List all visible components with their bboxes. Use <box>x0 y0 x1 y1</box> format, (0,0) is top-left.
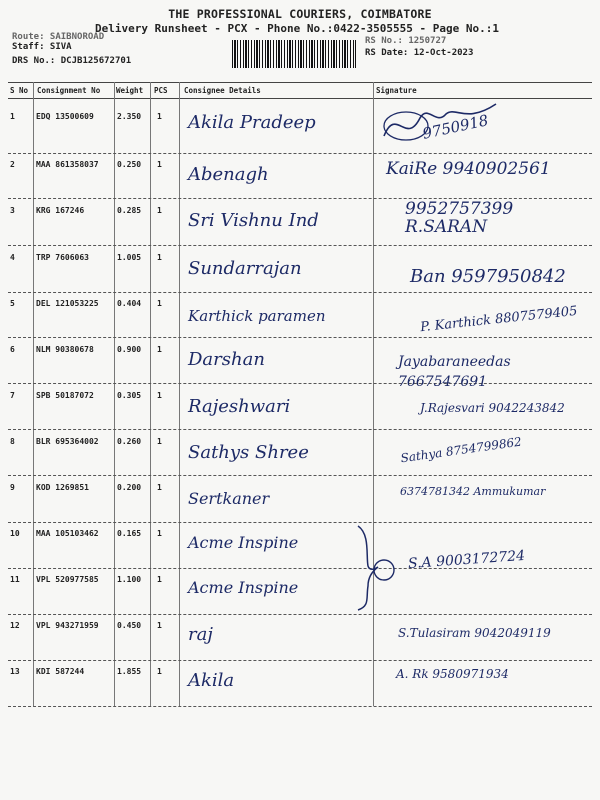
row-sno: 3 <box>10 206 15 215</box>
row-pcs: 1 <box>157 437 162 446</box>
row-signature-handwritten: Jayabaraneedas 7667547691 <box>398 354 511 390</box>
row-consignee-handwritten: Abenagh <box>188 164 269 185</box>
row-pcs: 1 <box>157 483 162 492</box>
row-separator <box>8 568 592 569</box>
row-sno: 6 <box>10 345 15 354</box>
row-separator <box>8 522 592 523</box>
row-weight: 0.404 <box>117 299 142 308</box>
column-divider <box>179 82 180 706</box>
row-consignment: KRG 167246 <box>36 206 85 215</box>
row-weight: 2.350 <box>117 112 142 121</box>
staff-label: Staff: SIVA <box>12 42 72 52</box>
row-consignment: TRP 7606063 <box>36 253 89 262</box>
row-sno: 7 <box>10 391 15 400</box>
row-sno: 13 <box>10 667 20 676</box>
row-consignment: VPL 520977585 <box>36 575 99 584</box>
runsheet-subtitle: Delivery Runsheet - PCX - Phone No.:0422-3505555 - Page No.:1 <box>95 22 499 35</box>
row-signature-handwritten: 6374781342 Ammukumar <box>400 485 546 498</box>
row-weight: 0.305 <box>117 391 142 400</box>
column-divider <box>150 82 151 706</box>
row-separator <box>8 429 592 430</box>
row-pcs: 1 <box>157 112 162 121</box>
column-header-pcs: PCS <box>154 86 168 95</box>
row-signature-handwritten: 9952757399 R.SARAN <box>405 199 514 237</box>
row-pcs: 1 <box>157 345 162 354</box>
row-weight: 0.450 <box>117 621 142 630</box>
row-signature-handwritten: P. Karthick 8807579405 <box>419 303 579 336</box>
column-divider <box>33 82 34 706</box>
barcode-image <box>232 40 356 68</box>
table-top-border <box>8 82 592 83</box>
row-pcs: 1 <box>157 160 162 169</box>
column-header-consignee: Consignee Details <box>184 86 261 95</box>
row-signature-handwritten: J.Rajesvari 9042243842 <box>420 401 565 415</box>
row-sno: 1 <box>10 112 15 121</box>
row-consignment: KOD 1269851 <box>36 483 89 492</box>
row-consignee-handwritten: Akila Pradeep <box>188 112 316 133</box>
row-consignee-handwritten: Sundarrajan <box>188 258 302 279</box>
row-separator <box>8 153 592 154</box>
row-separator <box>8 245 592 246</box>
row-sno: 9 <box>10 483 15 492</box>
row-pcs: 1 <box>157 206 162 215</box>
column-divider <box>373 82 374 706</box>
row-consignment: MAA 105103462 <box>36 529 99 538</box>
row-pcs: 1 <box>157 529 162 538</box>
row-signature-handwritten: Ban 9597950842 <box>410 266 566 287</box>
row-consignment: KDI 587244 <box>36 667 85 676</box>
column-header-consignment: Consignment No <box>37 86 101 95</box>
row-pcs: 1 <box>157 621 162 630</box>
route-label: Route: SAIBNOROAD <box>12 32 105 42</box>
column-header-sno: S No <box>10 86 29 95</box>
row-weight: 0.900 <box>117 345 142 354</box>
row-separator <box>8 706 592 707</box>
drs-number: DRS No.: DCJB125672701 <box>12 56 132 66</box>
company-title: THE PROFESSIONAL COURIERS, COIMBATORE <box>168 7 432 21</box>
row-weight: 1.100 <box>117 575 142 584</box>
row-consignee-handwritten: Akila <box>188 670 235 691</box>
row-pcs: 1 <box>157 391 162 400</box>
row-sno: 8 <box>10 437 15 446</box>
row-signature-handwritten: S.Tulasiram 9042049119 <box>398 626 551 640</box>
row-consignment: VPL 943271959 <box>36 621 99 630</box>
row-pcs: 1 <box>157 253 162 262</box>
row-sno: 4 <box>10 253 15 262</box>
row-sno: 5 <box>10 299 15 308</box>
row-separator <box>8 614 592 615</box>
row-sno: 10 <box>10 529 20 538</box>
row-signature-handwritten: 9750918 <box>420 111 490 143</box>
column-divider <box>114 82 115 706</box>
row-consignee-handwritten: Sathys Shree <box>188 442 309 463</box>
row-consignee-handwritten: Acme Inspine <box>188 533 299 552</box>
row-consignee-handwritten: Sertkaner <box>188 489 270 508</box>
row-separator <box>8 475 592 476</box>
row-sno: 2 <box>10 160 15 169</box>
row-signature-handwritten: S.A 9003172724 <box>407 547 526 573</box>
circle-scribble <box>370 556 400 586</box>
row-weight: 1.005 <box>117 253 142 262</box>
row-signature-handwritten: KaiRe 9940902561 <box>386 159 551 179</box>
row-signature-handwritten: A. Rk 9580971934 <box>396 667 509 681</box>
row-consignee-handwritten: raj <box>188 624 213 645</box>
row-weight: 0.250 <box>117 160 142 169</box>
row-sno: 11 <box>10 575 20 584</box>
row-consignee-handwritten: Sri Vishnu Ind <box>188 210 319 231</box>
row-weight: 0.260 <box>117 437 142 446</box>
row-weight: 0.165 <box>117 529 142 538</box>
row-consignee-handwritten: Darshan <box>188 349 265 370</box>
row-consignee-handwritten: Rajeshwari <box>188 396 291 417</box>
rs-date: RS Date: 12-Oct-2023 <box>365 48 474 58</box>
row-consignment: EDQ 13500609 <box>36 112 94 121</box>
row-signature-handwritten: Sathya 8754799862 <box>399 434 523 466</box>
row-weight: 1.855 <box>117 667 142 676</box>
row-consignee-handwritten: Karthick paramen <box>188 307 326 325</box>
row-sno: 12 <box>10 621 20 630</box>
rs-number: RS No.: 1250727 <box>365 36 447 46</box>
row-separator <box>8 292 592 293</box>
row-separator <box>8 660 592 661</box>
row-pcs: 1 <box>157 667 162 676</box>
row-consignment: MAA 861358037 <box>36 160 99 169</box>
column-header-signature: Signature <box>376 86 417 95</box>
row-consignment: DEL 121053225 <box>36 299 99 308</box>
row-weight: 0.285 <box>117 206 142 215</box>
row-consignment: SPB 50187072 <box>36 391 94 400</box>
row-consignment: NLM 90380678 <box>36 345 94 354</box>
column-header-weight: Weight <box>116 86 144 95</box>
row-weight: 0.200 <box>117 483 142 492</box>
row-separator <box>8 337 592 338</box>
row-pcs: 1 <box>157 299 162 308</box>
row-consignment: BLR 695364002 <box>36 437 99 446</box>
row-consignee-handwritten: Acme Inspine <box>188 578 299 597</box>
row-pcs: 1 <box>157 575 162 584</box>
